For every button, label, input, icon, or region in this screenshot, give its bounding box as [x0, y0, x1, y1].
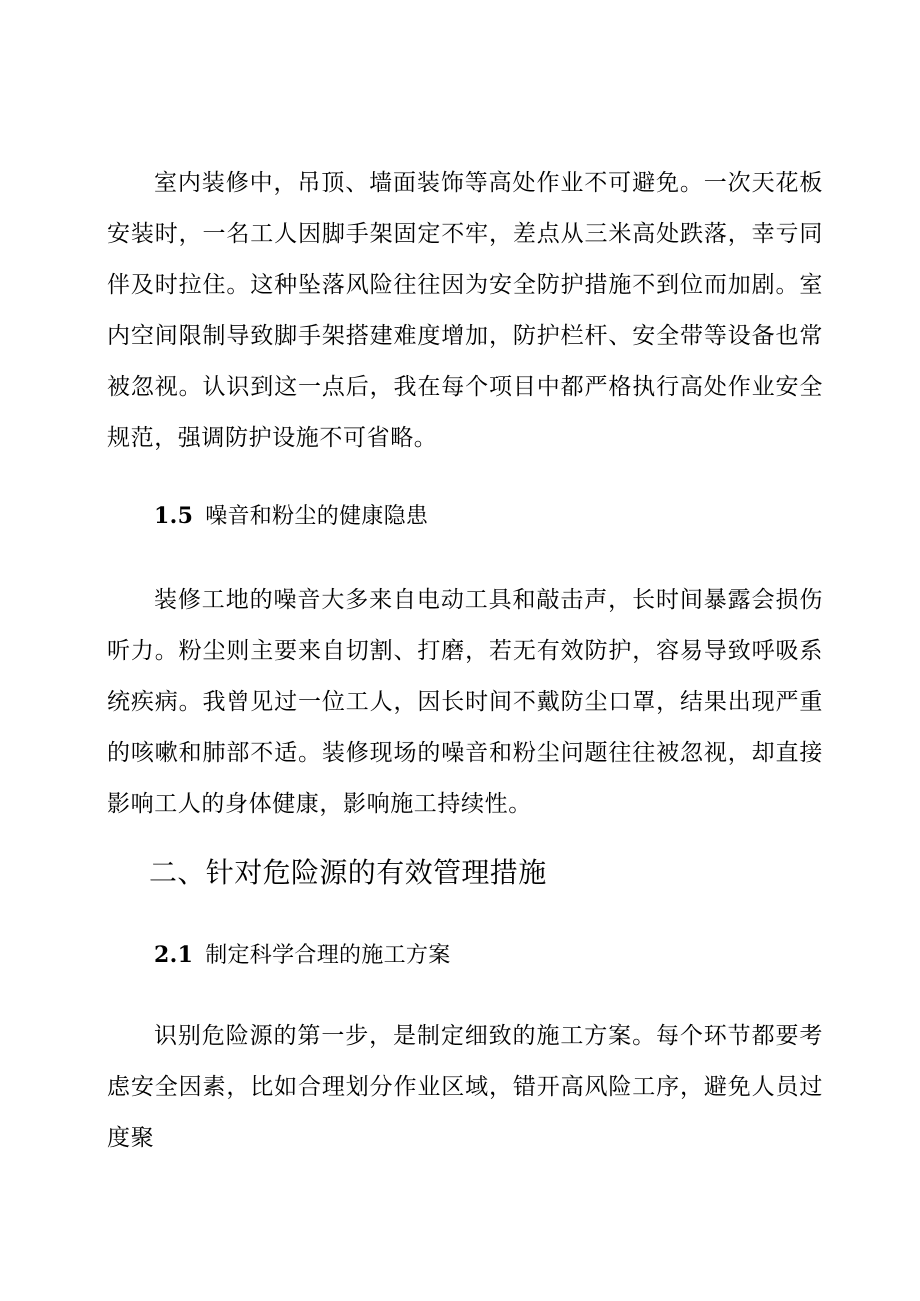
section-title: 制定科学合理的施工方案	[205, 943, 451, 968]
body-paragraph-noise-dust: 装修工地的噪音大多来自电动工具和敲击声，长时间暴露会损伤听力。粉尘则主要来自切割、打磨，若无有效防护，容易导致呼吸系统疾病。我曾见过一位工人，因长时间不戴防尘口罩，结果出现严重的咳嗽和肺部不适。装修现场的噪音和粉尘问题往往被忽视，却直接影响工人的身体健康，影响施工持续性。	[107, 587, 823, 817]
section-heading-1-5	[107, 501, 823, 532]
section-heading-2-1	[107, 940, 823, 971]
section-number: 2.1	[154, 942, 194, 968]
chapter-heading-2: 二、针对危险源的有效管理措施	[149, 856, 547, 889]
section-title: 噪音和粉尘的健康隐患	[205, 504, 429, 529]
body-paragraph-fall-risk: 室内装修中，吊顶、墙面装饰等高处作业不可避免。一次天花板安装时，一名工人因脚手架固定不牢，差点从三米高处跌落，幸亏同伴及时拉住。这种坠落风险往往因为安全防护措施不到位而加剧。室内空间限制导致脚手架搭建难度增加，防护栏杆、安全带等设备也常被忽视。认识到这一点后，我在每个项目中都严格执行高处作业安全规范，强调防护设施不可省略。	[107, 170, 823, 451]
body-paragraph-construction-plan: 识别危险源的第一步，是制定细致的施工方案。每个环节都要考虑安全因素，比如合理划分作业区域，错开高风险工序，避免人员过度聚	[107, 1023, 823, 1151]
section-number: 1.5	[154, 503, 194, 529]
